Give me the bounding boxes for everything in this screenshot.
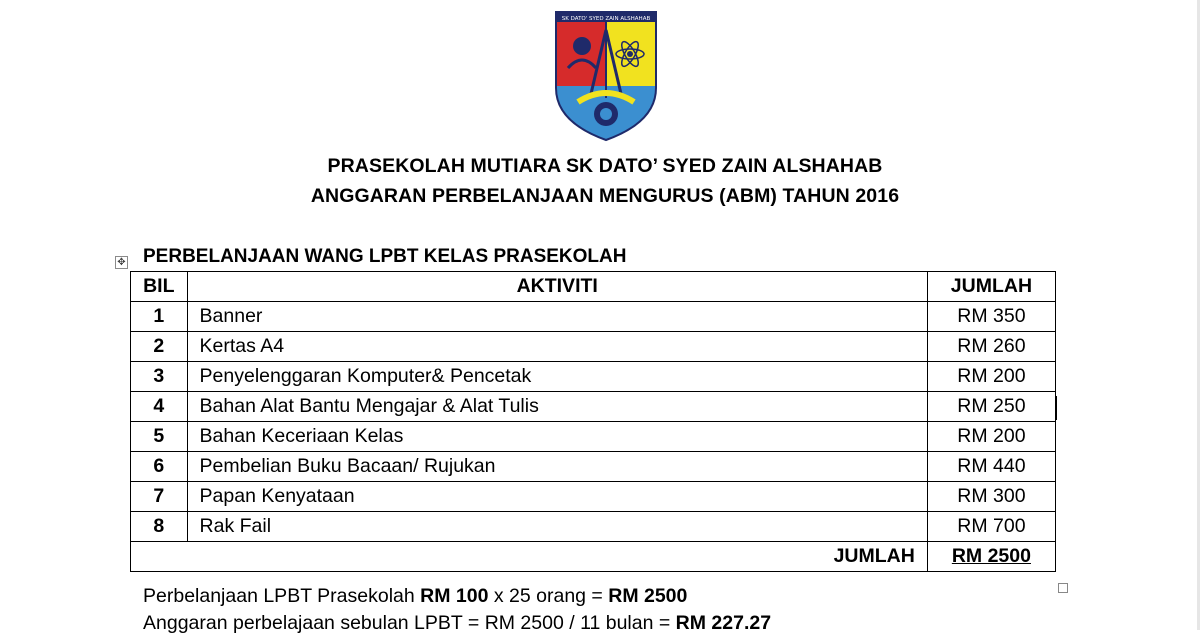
table-row [131, 362, 1056, 392]
row-bil: 3 [131, 362, 188, 392]
row-bil: 1 [131, 302, 188, 332]
table-header-row [131, 272, 1056, 302]
total-label: JUMLAH [131, 542, 928, 572]
column-header-bil: BIL [131, 272, 188, 302]
calc2-text: Anggaran perbelajaan sebulan LPBT = RM 2500 / 11 bulan = [143, 612, 676, 634]
row-aktiviti: Rak Fail [187, 512, 927, 542]
row-bil: 7 [131, 482, 188, 512]
row-jumlah: RM 300 [927, 482, 1055, 512]
table-total-row [131, 542, 1056, 572]
table-resize-handle[interactable] [1058, 583, 1068, 593]
row-aktiviti: Papan Kenyataan [187, 482, 927, 512]
school-crest-logo [554, 10, 658, 142]
table-row [131, 482, 1056, 512]
calc2-monthly-amount: RM 227.27 [675, 612, 772, 634]
column-header-jumlah: JUMLAH [927, 272, 1055, 302]
row-aktiviti: Penyelenggaran Komputer& Pencetak [187, 362, 927, 392]
calculation-line-2 [143, 612, 771, 635]
total-value-cell [927, 542, 1055, 572]
row-jumlah: RM 350 [927, 302, 1055, 332]
calc1-text-a: Perbelanjaan LPBT Prasekolah [143, 585, 421, 607]
table-move-icon[interactable]: ✥ [115, 256, 128, 269]
row-bil: 4 [131, 392, 188, 422]
total-value: RM 2500 [951, 545, 1031, 567]
text-cursor [1056, 396, 1057, 420]
row-jumlah: RM 440 [927, 452, 1055, 482]
table-row [131, 332, 1056, 362]
row-bil: 8 [131, 512, 188, 542]
calc1-total: RM 2500 [608, 585, 688, 607]
row-aktiviti: Bahan Alat Bantu Mengajar & Alat Tulis [187, 392, 927, 422]
calculation-line-1 [143, 585, 687, 608]
row-aktiviti: Kertas A4 [187, 332, 927, 362]
row-aktiviti: Bahan Keceriaan Kelas [187, 422, 927, 452]
table-row [131, 422, 1056, 452]
column-header-aktiviti: AKTIVITI [187, 272, 927, 302]
row-jumlah: RM 200 [927, 422, 1055, 452]
row-bil: 6 [131, 452, 188, 482]
table-row [131, 512, 1056, 542]
row-jumlah: RM 250 [927, 392, 1055, 422]
document-title-line2: ANGGARAN PERBELANJAAN MENGURUS (ABM) TAHUN 2016 [310, 185, 900, 207]
section-title: PERBELANJAAN WANG LPBT KELAS PRASEKOLAH [143, 246, 627, 267]
svg-text:SK DATO' SYED ZAIN ALSHAHAB: SK DATO' SYED ZAIN ALSHAHAB [561, 16, 651, 22]
budget-table [130, 271, 1056, 572]
calc1-text-b: x 25 orang = [488, 585, 609, 607]
table-row [131, 302, 1056, 332]
row-aktiviti: Banner [187, 302, 927, 332]
row-bil: 2 [131, 332, 188, 362]
row-jumlah: RM 200 [927, 362, 1055, 392]
row-aktiviti: Pembelian Buku Bacaan/ Rujukan [187, 452, 927, 482]
row-bil: 5 [131, 422, 188, 452]
table-row [131, 452, 1056, 482]
row-jumlah: RM 260 [927, 332, 1055, 362]
document-title-line1: PRASEKOLAH MUTIARA SK DATO’ SYED ZAIN ALSHAHAB [327, 155, 883, 177]
calc1-amount-per-pupil: RM 100 [420, 585, 489, 607]
row-jumlah: RM 700 [927, 512, 1055, 542]
table-row [131, 392, 1056, 422]
